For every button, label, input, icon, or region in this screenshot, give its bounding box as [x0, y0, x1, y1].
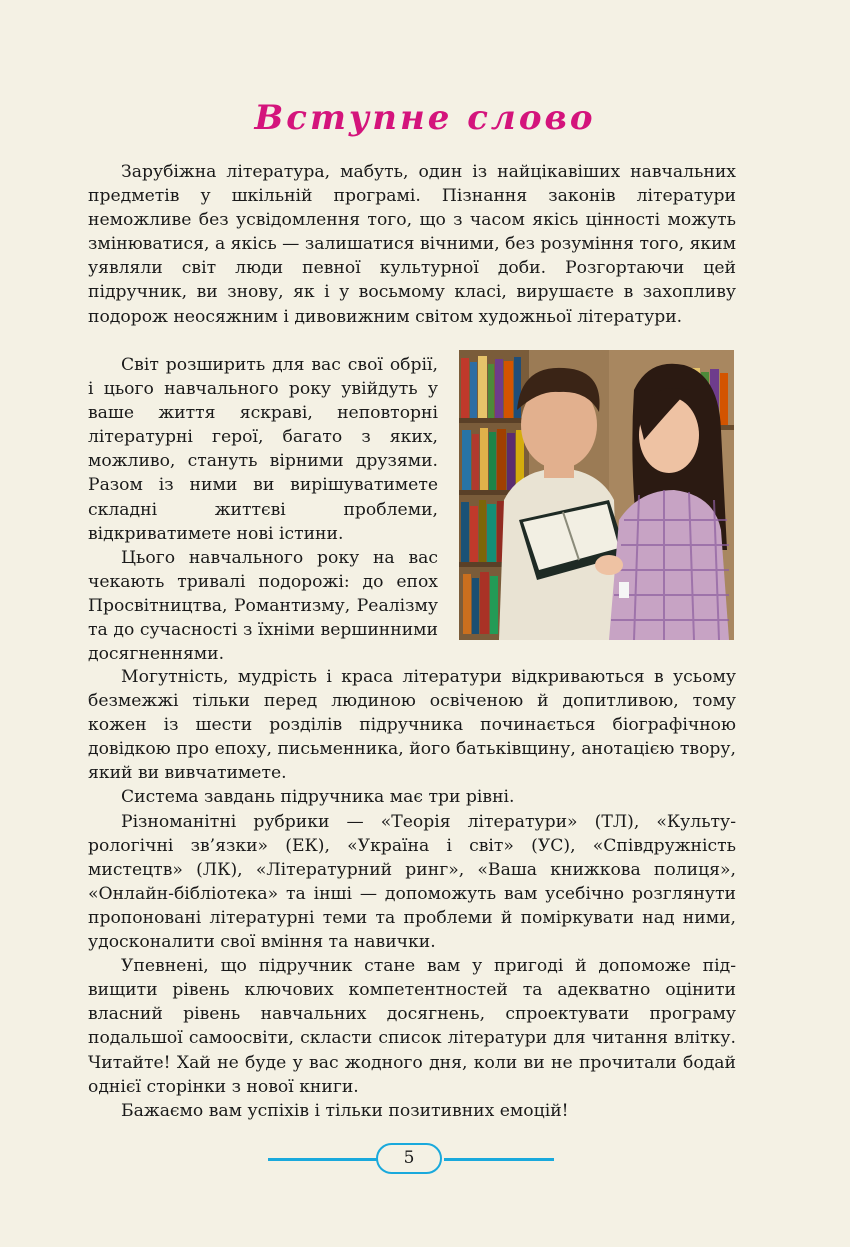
page-number: 5	[376, 1143, 442, 1174]
footer-line-right	[444, 1158, 554, 1161]
paragraph: Бажаємо вам успіхів і тільки позитивних емоцій!	[121, 1100, 569, 1121]
paragraph: Могутність, мудрість і краса літератури відкриваються в усьому безмежжі тільки перед людиною освіченою й допитливою, тому кожен із шести розділів підручника починається біографічною довідкою про епоху, письменника, його батьківщину, анотацією твору, який ви вивчатимете.	[88, 667, 736, 784]
paragraph: Зарубіжна література, мабуть, один із найцікавіших навчальних предметів у шкільній програмі. Пізнання законів літератури неможливе без усвідомлення того, що з часом якісь цінності можуть змінюватися, а якісь — залишатися вічними, без розуміння того, яким уявляли світ люди певної культурної доби. Розгортаючи цей підручник, ви знову, як і у восьмому класі, вирушаєте в захопливу подорож неосяжним і дивовижним світом художньої літератури.	[88, 162, 736, 327]
float-text-block	[88, 353, 438, 666]
students-reading-photo	[459, 350, 734, 640]
paragraph: Система завдань підручника має три рівні.	[121, 787, 515, 808]
paragraph: Цього навчального року на вас чекають тривалі подорожі: до епох Просвітництва, Романтизму, Реалізму та до сучасності з їхніми вершинними досягненнями.	[88, 547, 438, 665]
paragraph: Світ розширить для вас свої обрії, і цього навчального року увійдуть у ваше життя яскраві, неповторні літературні герої, багато з яких, можливо, стануть вірними друзями. Разом із ними ви вирішуватимете складні життєві проблеми, відкриватимете нові істини.	[88, 355, 438, 544]
footer-line-left	[268, 1158, 378, 1161]
paragraph: Різноманітні рубрики — «Теорія літератури» (ТЛ), «Культурологічні зв’язки» (ЕК), «Україна і світ» (УС), «Співдружність мистецтв» (ЛК), «Літературний ринг», «Ваша книжкова полиця», «Онлайн-бібліотека» та інші — допоможуть вам усебічно розглянути пропоновані літературні теми та проблеми й поміркувати над ними, удосконалити свої вміння та навички.	[88, 811, 736, 953]
page-number-footer	[268, 1143, 554, 1177]
main-text-block	[88, 665, 736, 1123]
intro-text-block	[88, 160, 736, 329]
page-title: Вступне слово	[254, 98, 596, 138]
paragraph: Упевнені, що підручник стане вам у пригоді й допоможе підвищити рівень ключових компетентностей та адекватно оцінити власний рівень навчальних досягнень, спроектувати програму подальшої самоосвіти, скласти список літератури для читання влітку. Читайте! Хай не буде у вас жодного дня, коли ви не прочитали бодай однієї сторінки з нової книги.	[88, 956, 736, 1097]
